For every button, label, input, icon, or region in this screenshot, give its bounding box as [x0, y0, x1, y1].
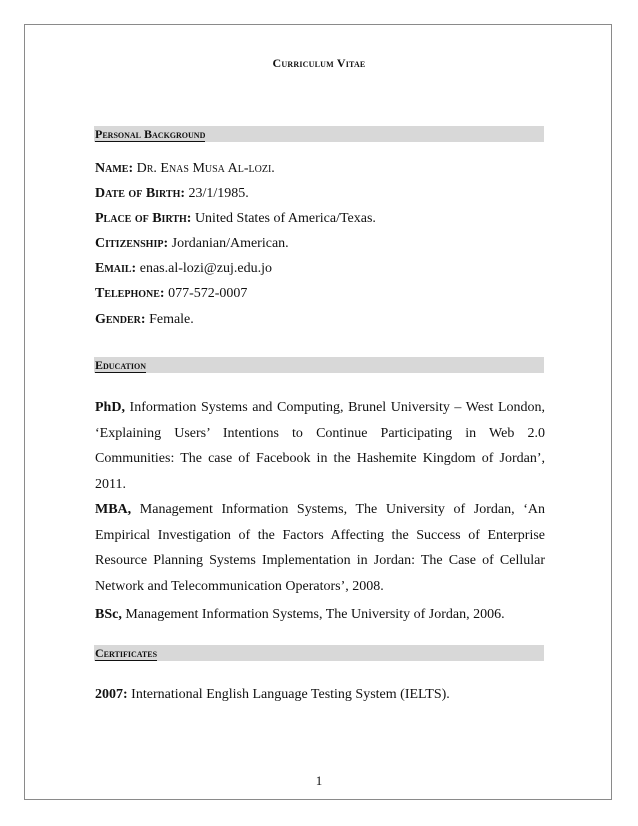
section-heading-personal: Personal Background — [95, 127, 206, 141]
field-label: Date of Birth: — [95, 186, 186, 201]
field-label: Email: — [95, 261, 137, 276]
education-degree: BSc, — [95, 607, 122, 622]
section-heading-education: Education — [95, 358, 146, 372]
field-value: United States of America/Texas. — [194, 211, 376, 226]
field-email — [95, 260, 272, 278]
section-heading-certificates: Certificates — [95, 646, 158, 660]
field-place-of-birth — [95, 210, 376, 228]
education-detail: Management Information Systems, The University of Jordan, ‘An Empirical Investigation of the Factors Affecting the Success of Enterprise Resource Planning Systems Implementation in Jordan: The Case of Cellular Network and Telecommunication Operators’, 2008. — [95, 502, 545, 594]
field-label: Telephone: — [95, 286, 165, 301]
education-degree: PhD, — [95, 400, 125, 415]
certificate-detail: International English Language Testing System (IELTS). — [131, 687, 450, 702]
section-bar-certificates — [94, 645, 544, 661]
field-value: Dr. Enas Musa Al-lozi. — [136, 161, 275, 176]
field-gender — [95, 311, 194, 329]
field-label: Gender: — [95, 312, 146, 327]
education-detail: Information Systems and Computing, Brunel University – West London, ‘Explaining Users’ Intentions to Continue Participating in Web 2.0 Communities: The case of Facebook in the Hashemite Kingdom of Jordan’, 2011. — [95, 400, 546, 492]
education-detail: Management Information Systems, The University of Jordan, 2006. — [125, 607, 505, 622]
field-label: Citizenship: — [95, 236, 169, 251]
page-number: 1 — [315, 773, 323, 788]
education-entry-bsc — [95, 602, 545, 628]
field-name — [95, 160, 275, 178]
education-degree: MBA, — [95, 502, 132, 517]
field-value: Jordanian/American. — [171, 236, 289, 251]
field-telephone — [95, 285, 247, 303]
field-value: Female. — [149, 312, 194, 327]
field-date-of-birth — [95, 185, 249, 203]
field-label: Name: — [95, 161, 134, 176]
field-citizenship — [95, 235, 289, 253]
education-entry-phd — [95, 395, 545, 497]
field-value: enas.al-lozi@zuj.edu.jo — [139, 261, 272, 276]
document-title: Curriculum Vitae — [272, 56, 366, 70]
certificate-year: 2007: — [95, 687, 128, 702]
field-value: 077-572-0007 — [168, 286, 248, 301]
section-bar-education — [94, 357, 544, 373]
field-label: Place of Birth: — [95, 211, 192, 226]
education-entry-mba — [95, 497, 545, 599]
certificate-entry — [95, 682, 545, 708]
field-value: 23/1/1985. — [188, 186, 249, 201]
